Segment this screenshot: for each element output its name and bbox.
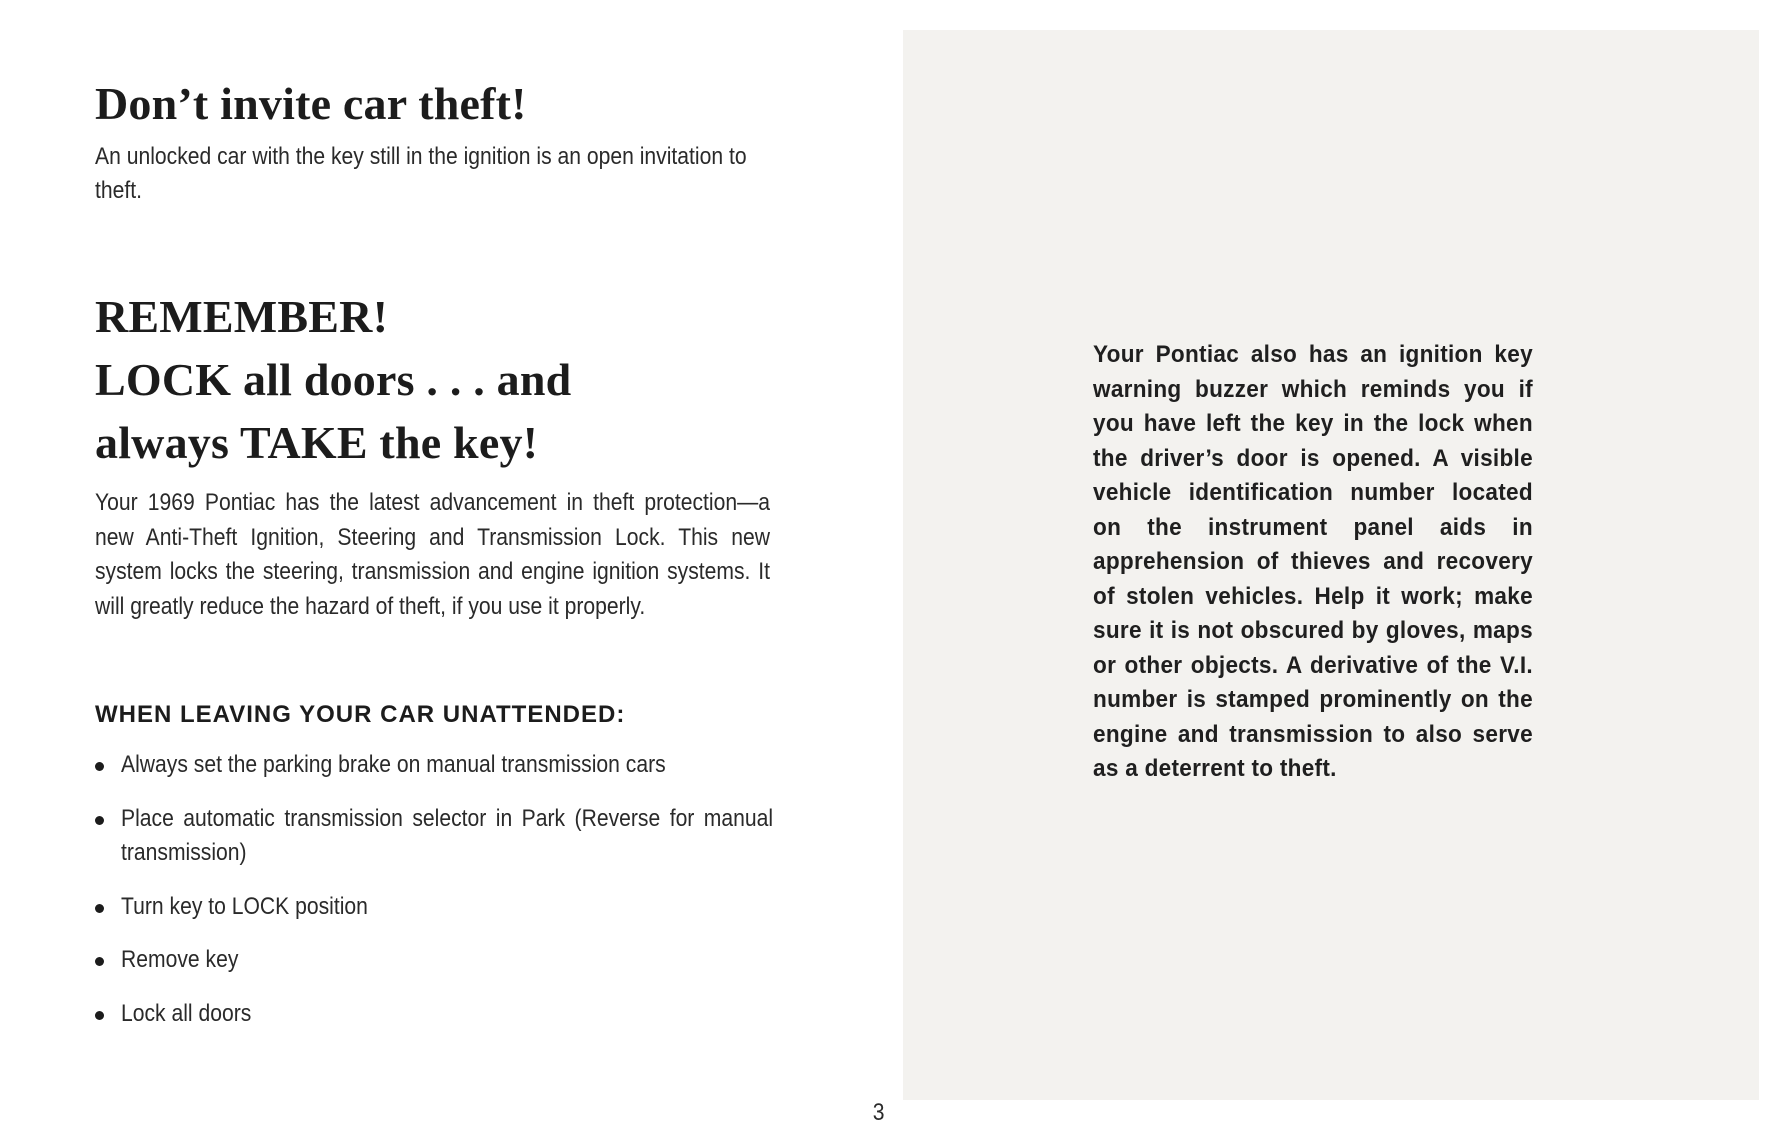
- list-item-text: Place automatic transmission selector in Park (Reverse for manual transmission): [121, 804, 774, 866]
- anti-theft-paragraph: Your 1969 Pontiac has the latest advancement in theft protection—a new Anti-Theft Ignition, Steering and Transmission Lock. This new system locks the steering, transmission and engine ignition systems. It will greatly reduce the hazard of theft, if you use it properly.: [95, 489, 770, 620]
- remember-line-2: LOCK all doors . . . and: [95, 354, 572, 405]
- remember-heading: [95, 285, 770, 474]
- bullet-icon: [95, 1011, 104, 1020]
- list-item: [95, 748, 770, 783]
- page-number: 3: [872, 1099, 885, 1126]
- list-item: [95, 943, 770, 978]
- page-title: Don’t invite car theft!: [95, 78, 527, 129]
- list-item: [95, 890, 770, 925]
- remember-line-1: REMEMBER!: [95, 291, 389, 342]
- bullet-icon: [95, 957, 104, 966]
- intro-paragraph: An unlocked car with the key still in the ignition is an open invitation to theft.: [95, 143, 747, 204]
- bullet-icon: [95, 762, 104, 771]
- unattended-checklist: [95, 748, 774, 1031]
- list-item-text: Turn key to LOCK position: [121, 892, 368, 920]
- remember-line-3: always TAKE the key!: [95, 417, 539, 468]
- list-item-text: Always set the parking brake on manual transmission cars: [121, 751, 666, 778]
- bullet-icon: [95, 816, 104, 825]
- list-item: [95, 997, 770, 1032]
- unattended-heading: WHEN LEAVING YOUR CAR UNATTENDED:: [95, 701, 626, 728]
- left-page-content: [95, 76, 774, 1050]
- list-item-text: Lock all doors: [121, 999, 252, 1027]
- bullet-icon: [95, 904, 104, 913]
- buzzer-vin-paragraph: Your Pontiac also has an ignition key warning buzzer which reminds you if you have left the key in the lock when the driver’s door is opened. A visible vehicle identification number located on the instrument panel aids in apprehension of thieves and recovery of stolen vehicles. Help it work; make sure it is not obscured by gloves, maps or other objects. A derivative of the V.I. number is stamped prominently on the engine and transmission to also serve as a deterrent to theft.: [1093, 341, 1533, 782]
- list-item: [95, 802, 774, 871]
- list-item-text: Remove key: [121, 946, 239, 973]
